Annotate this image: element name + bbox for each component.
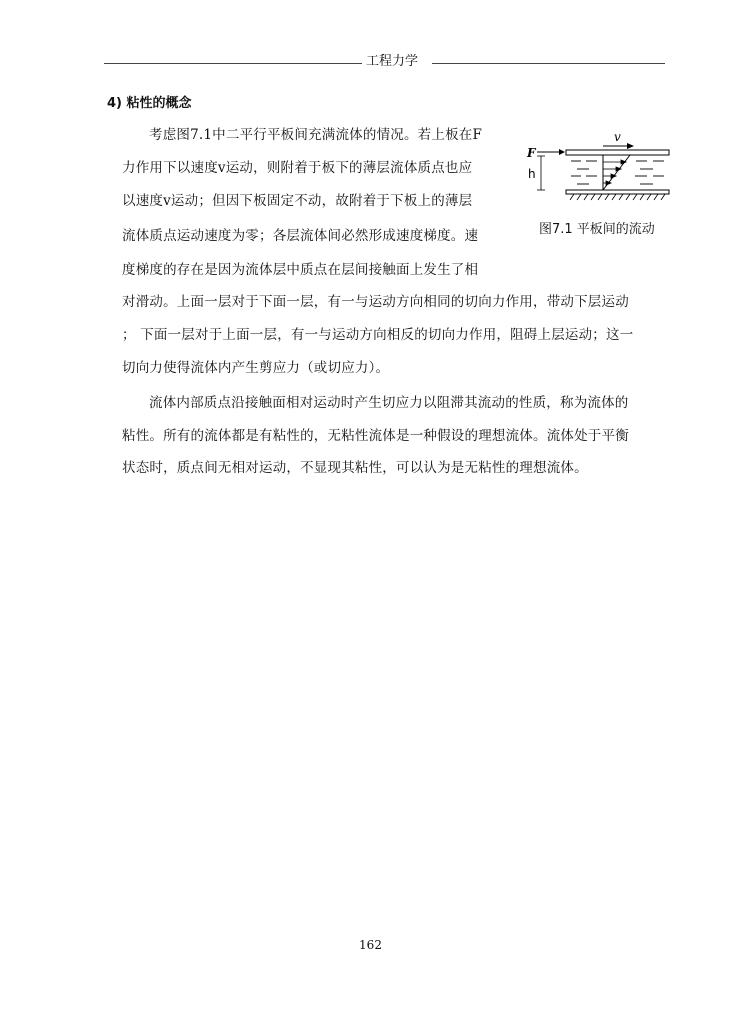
header-rule-left [104, 63, 362, 64]
paragraph1-line: 度梯度的存在是因为流体层中质点在层间接触面上发生了相 [122, 262, 479, 278]
paragraph1-line: 流体质点运动速度为零；各层流体间必然形成速度梯度。速 [122, 228, 479, 244]
running-header-title: 工程力学 [366, 54, 419, 69]
parallel-plate-flow-diagram [523, 128, 671, 212]
force-label: F [527, 146, 536, 160]
paragraph1-line: 以速度v运动；但因下板固定不动，故附着于下板上的薄层 [122, 193, 473, 209]
profile-arrows [603, 160, 626, 185]
paragraph1-line: 切向力使得流体内产生剪应力（或切应力）。 [122, 360, 390, 376]
fluid-streaks [571, 161, 664, 184]
paragraph2-line: 粘性。所有的流体都是有粘性的，无粘性流体是一种假设的理想流体。流体处于平衡 [122, 428, 629, 444]
header-rule-right [432, 63, 665, 64]
lower-plate [566, 190, 669, 194]
ground-hatching [570, 194, 665, 200]
upper-plate [566, 150, 669, 155]
paragraph1-line: 考虑图7.1中二平行平板间充满流体的情况。若上板在F [149, 127, 483, 143]
height-label: h [528, 167, 536, 181]
velocity-arrow-head [627, 143, 634, 149]
paragraph2-line: 流体内部质点沿接触面相对运动时产生切应力以阻滞其流动的性质，称为流体的 [149, 395, 629, 411]
velocity-label: v [614, 130, 621, 144]
paragraph1-line: ； 下面一层对于上面一层，有一与运动方向相反的切向力作用，阻碍上层运动；这一 [122, 327, 634, 343]
paragraph1-line: 力作用下以速度v运动，则附着于板下的薄层流体质点也应 [122, 160, 473, 176]
force-arrow-head [559, 149, 565, 155]
section-heading: 4) 粘性的概念 [107, 96, 192, 111]
paragraph2-line: 状态时，质点间无相对运动，不显现其粘性，可以认为是无粘性的理想流体。 [122, 460, 588, 476]
figure-caption: 图7.1 平板间的流动 [539, 222, 655, 237]
page-number: 162 [359, 938, 382, 952]
paragraph1-line: 对滑动。上面一层对于下面一层，有一与运动方向相同的切向力作用，带动下层运动 [122, 294, 629, 310]
